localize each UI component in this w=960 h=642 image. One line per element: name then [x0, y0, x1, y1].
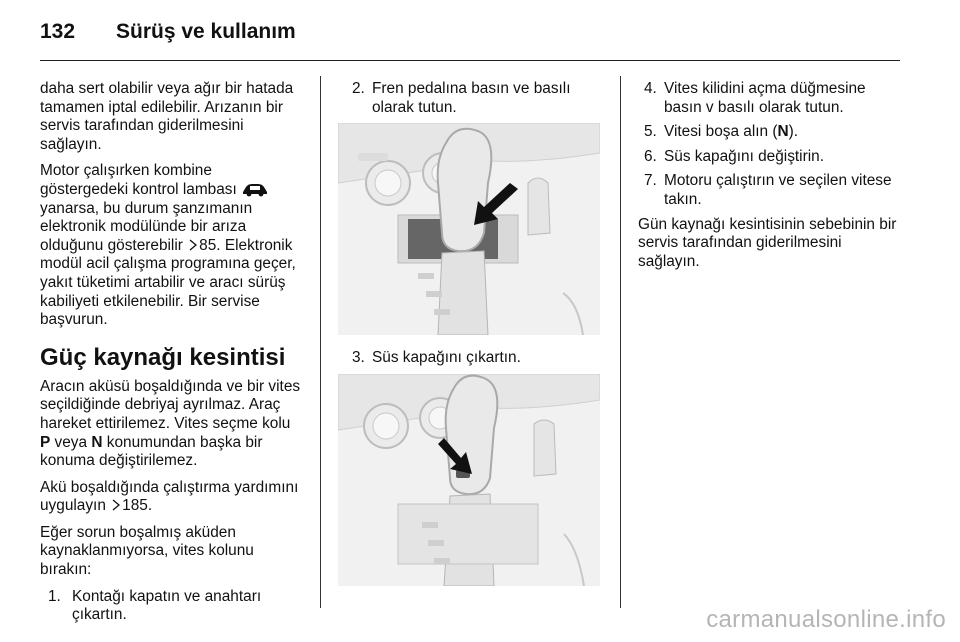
page-number: 132: [40, 20, 76, 43]
list-number: 1.: [48, 587, 61, 605]
paragraph-intro: daha sert olabilir veya ağır bir hatada tamamen iptal edilebilir. Arızanın bir servis tarafından giderilmesini sağlayın.: [40, 80, 294, 153]
list-item: [40, 588, 304, 625]
list-item: [638, 172, 900, 209]
list-item: [346, 80, 606, 117]
gear-lever-illustration-2: [338, 374, 600, 586]
watermark: carmanualsonline.info: [706, 606, 946, 633]
gear-p-label: P: [40, 433, 51, 451]
text-segment: . Elektronik modül acil çalışma programına geçer, yakıt tüketimi artabilir ve aracı sürüş kabiliyeti etkilenebilir. Bir servise başvurun.: [40, 236, 296, 329]
list-text: Fren pedalına basın ve basılı olarak tutun.: [372, 80, 571, 116]
text-segment: Aracın aküsü boşaldığında ve bir vites seçildiğinde debriyaj ayrılmaz. Araç hareket ettirilemez. Vites seçme kolu: [40, 377, 301, 432]
paragraph-warning-lamp: [40, 162, 304, 329]
column-2: [346, 80, 606, 600]
text-segment: .: [147, 497, 153, 515]
page-reference-icon: [112, 499, 120, 511]
text-segment: yanarsa, bu durum şanzımanın elektronik modülünde bir arıza olduğunu gösterebilir: [40, 199, 253, 254]
list-number: 4.: [644, 80, 657, 97]
paragraph-power-failure: [40, 378, 304, 471]
list-text: Motoru çalıştırın ve seçilen vitese takın.: [664, 172, 892, 208]
list-number: 7.: [644, 172, 657, 190]
text-segment: veya: [54, 433, 88, 451]
list-number: 3.: [352, 349, 365, 367]
section-heading: Güç kaynağı kesintisi: [40, 343, 286, 371]
list-number: 6.: [644, 147, 657, 165]
paragraph-jump-start: [40, 479, 304, 516]
reference-page[interactable]: 85: [199, 236, 217, 254]
paragraph-release-lever: Eğer sorun boşalmış aküden kaynaklanmıyorsa, vites kolunu bırakın:: [40, 523, 254, 579]
car-gear-warning-icon: [241, 181, 269, 197]
column-divider-1: [320, 76, 321, 608]
page-header: [40, 20, 910, 64]
text-segment: Akü boşaldığında çalıştırma yardımını uygulayın: [40, 478, 299, 515]
list-item: [346, 349, 606, 368]
list-number: 2.: [352, 80, 365, 97]
column-divider-2: [620, 76, 621, 608]
list-item: [638, 123, 900, 142]
list-text: Kontağı kapatın ve anahtarı çıkartın.: [72, 587, 262, 624]
header-rule: [40, 60, 900, 61]
paragraph-closing: Gün kaynağı kesintisinin sebebinin bir servis tarafından giderilmesini sağlayın.: [638, 215, 897, 270]
list-text: Vites kilidini açma düğmesine basın v basılı olarak tutun.: [664, 80, 866, 116]
text-segment: ).: [788, 123, 799, 141]
page-reference-icon: [189, 239, 197, 251]
page-title: Sürüş ve kullanım: [116, 20, 296, 43]
gear-lever-illustration-1: [338, 123, 600, 335]
text-segment: konumundan başka bir konuma değiştirilemez.: [40, 433, 263, 470]
reference-page[interactable]: 185: [122, 497, 148, 515]
list-text: Süs kapağını çıkartın.: [372, 349, 521, 367]
list-item: [638, 148, 900, 167]
list-item: [638, 80, 900, 117]
gear-n-label: N: [777, 123, 789, 141]
gear-n-label: N: [91, 433, 103, 451]
text-segment: Motor çalışırken kombine göstergedeki kontrol lambası: [40, 162, 237, 198]
list-text: [664, 123, 798, 140]
list-text: Süs kapağını değiştirin.: [664, 147, 824, 165]
column-1: [40, 80, 304, 631]
text-segment: Vitesi boşa alın (: [664, 123, 778, 141]
column-3: [638, 80, 900, 279]
list-number: 5.: [644, 123, 657, 141]
